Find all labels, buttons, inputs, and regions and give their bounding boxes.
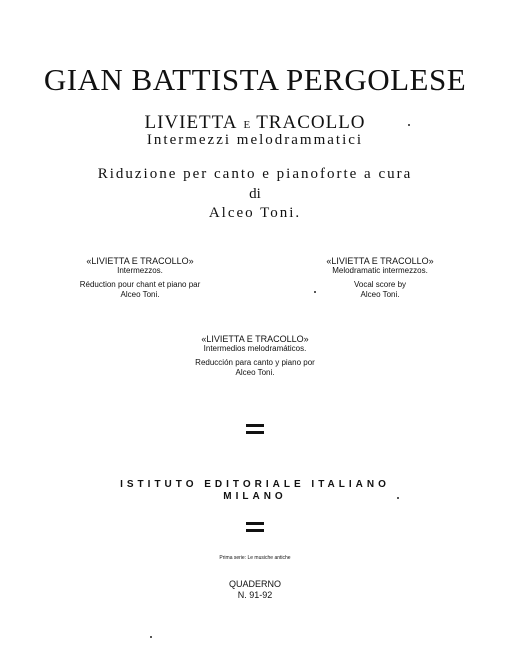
edition-description: Melodramatic intermezzos. — [332, 266, 428, 275]
publisher-name: ISTITUTO EDITORIALE ITALIANO — [120, 479, 390, 490]
work-title-conjunction: E — [243, 119, 251, 131]
edition-credit-line: Réduction pour chant et piano par — [79, 280, 201, 289]
work-title-part1: LIVIETTA — [144, 112, 238, 133]
edition-title: «LIVIETTA E TRACOLLO» — [86, 256, 194, 266]
quaderno-number: N. 91-92 — [237, 590, 273, 600]
edition-english-note — [300, 256, 460, 300]
edition-credit-name: Alceo Toni. — [235, 368, 275, 377]
edition-credit-line: Vocal score by — [353, 280, 407, 289]
by-word: di — [249, 186, 261, 202]
paper-speck — [397, 497, 399, 499]
quaderno-label: QUADERNO — [228, 579, 281, 589]
edition-title: «LIVIETTA E TRACOLLO» — [326, 256, 434, 266]
publisher-city: MILANO — [223, 491, 287, 502]
reduction-line: Riduzione per canto e pianoforte a cura — [97, 166, 413, 182]
edition-credit-name: Alceo Toni. — [360, 290, 400, 299]
series-note: Prima serie: Le musiche antiche — [219, 555, 291, 561]
quaderno-block — [0, 579, 510, 601]
paper-speck — [150, 636, 152, 638]
edition-spanish-note — [175, 334, 335, 378]
edition-credit-line: Reducción para canto y piano por — [195, 358, 315, 367]
edition-description: Intermezzos. — [117, 266, 163, 275]
composer-name: GIAN BATTISTA PERGOLESE — [43, 62, 467, 97]
arranger-name: Alceo Toni. — [208, 205, 302, 221]
edition-description: Intermedios melodramáticos. — [203, 344, 307, 353]
edition-credit-name: Alceo Toni. — [120, 290, 160, 299]
double-rule-divider — [0, 424, 510, 434]
work-title-part2: TRACOLLO — [256, 112, 366, 133]
paper-speck — [314, 291, 316, 293]
double-rule-divider — [0, 522, 510, 532]
paper-speck — [408, 124, 410, 126]
work-title — [0, 112, 510, 134]
edition-title: «LIVIETTA E TRACOLLO» — [201, 334, 309, 344]
edition-italian-note — [60, 256, 220, 300]
work-subtitle: Intermezzi melodrammatici — [146, 132, 364, 148]
